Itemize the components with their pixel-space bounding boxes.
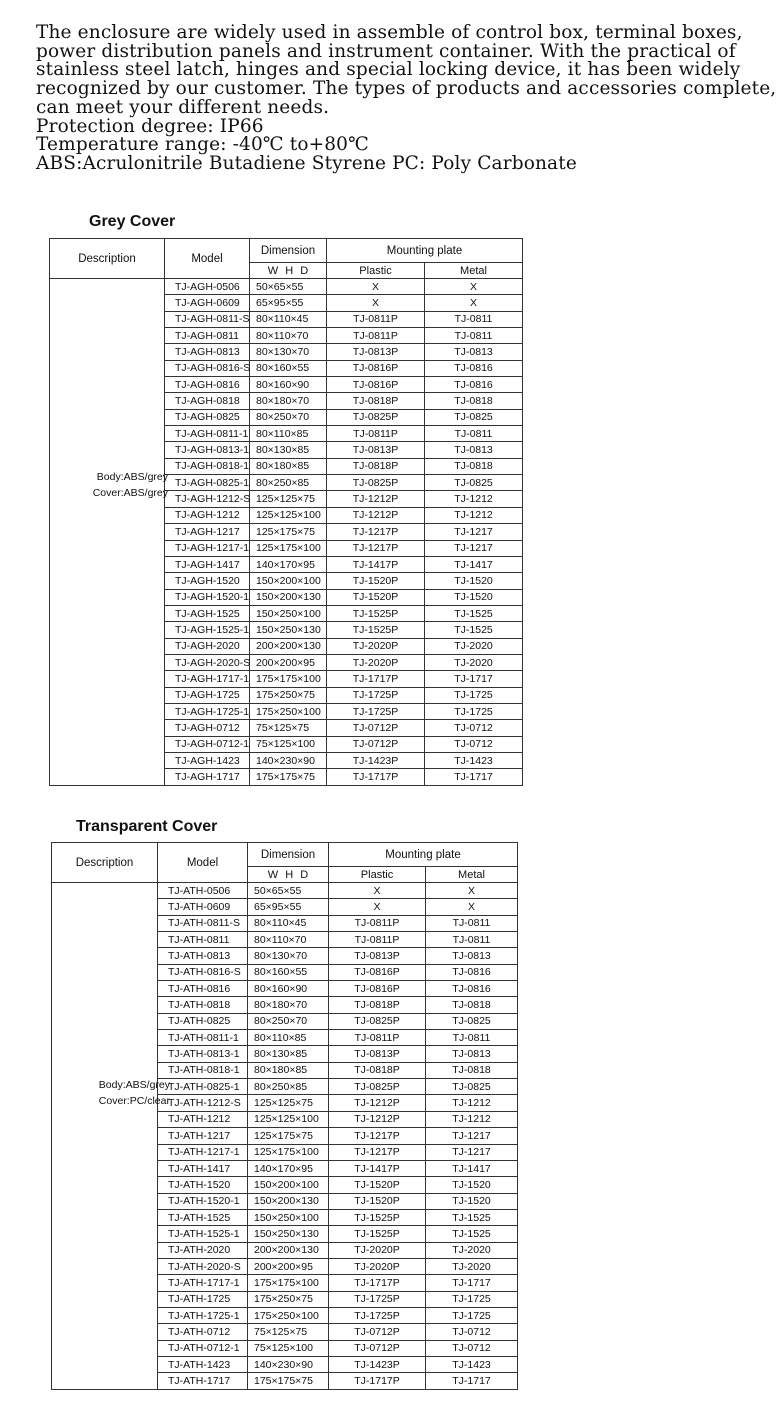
dimension-cell: 150×200×100 (250, 573, 327, 589)
plastic-plate-cell: TJ-1423P (327, 752, 425, 768)
dimension-cell: 80×160×90 (250, 377, 327, 393)
plastic-plate-cell: X (327, 295, 425, 311)
model-cell: TJ-ATH-1717 (158, 1373, 248, 1389)
transparent-table-body (52, 883, 518, 1390)
dimension-cell: 150×250×130 (248, 1226, 329, 1242)
metal-plate-cell: TJ-1525 (426, 1226, 518, 1242)
header-mounting-plate: Mounting plate (327, 239, 523, 263)
model-cell: TJ-ATH-1423 (158, 1356, 248, 1372)
model-cell: TJ-AGH-2020-S (165, 654, 250, 670)
description-cell (50, 279, 168, 786)
dimension-cell: 200×200×95 (250, 654, 327, 670)
metal-plate-cell: X (425, 279, 523, 295)
metal-plate-cell: TJ-0816 (425, 360, 523, 376)
metal-plate-cell: TJ-1423 (426, 1356, 518, 1372)
header-model: Model (158, 843, 248, 883)
plastic-plate-cell: TJ-1212P (327, 491, 425, 507)
dimension-cell: 175×175×100 (248, 1275, 329, 1291)
plastic-plate-cell: TJ-0811P (327, 311, 425, 327)
metal-plate-cell: TJ-0813 (425, 344, 523, 360)
plastic-plate-cell: TJ-1217P (327, 524, 425, 540)
model-cell: TJ-ATH-0811 (158, 932, 248, 948)
model-cell: TJ-AGH-0712 (165, 720, 250, 736)
metal-plate-cell: TJ-0811 (425, 328, 523, 344)
model-cell: TJ-ATH-0506 (158, 883, 248, 899)
metal-plate-cell: TJ-1217 (426, 1144, 518, 1160)
plastic-plate-cell: TJ-0813P (329, 948, 426, 964)
transparent-cover-title: Transparent Cover (76, 818, 218, 835)
header-plastic: Plastic (327, 263, 425, 279)
metal-plate-cell: TJ-0811 (425, 426, 523, 442)
metal-plate-cell: TJ-1212 (425, 491, 523, 507)
plastic-plate-cell: TJ-1725P (329, 1291, 426, 1307)
metal-plate-cell: TJ-1423 (425, 752, 523, 768)
plastic-plate-cell: TJ-0818P (329, 1062, 426, 1078)
intro-text (36, 22, 776, 174)
dimension-cell: 80×110×85 (250, 426, 327, 442)
metal-plate-cell: TJ-0825 (426, 1079, 518, 1095)
dimension-cell: 125×125×100 (248, 1111, 329, 1127)
model-cell: TJ-AGH-0811-1 (165, 426, 250, 442)
dimension-cell: 150×200×100 (248, 1177, 329, 1193)
metal-plate-cell: TJ-2020 (425, 654, 523, 670)
model-cell: TJ-ATH-0816 (158, 981, 248, 997)
metal-plate-cell: TJ-1217 (426, 1128, 518, 1144)
model-cell: TJ-ATH-1217 (158, 1128, 248, 1144)
model-cell: TJ-AGH-1525 (165, 605, 250, 621)
model-cell: TJ-AGH-1525-1 (165, 622, 250, 638)
plastic-plate-cell: TJ-1525P (327, 605, 425, 621)
model-cell: TJ-ATH-0825-1 (158, 1079, 248, 1095)
model-cell: TJ-AGH-0818-1 (165, 458, 250, 474)
metal-plate-cell: TJ-1725 (425, 687, 523, 703)
plastic-plate-cell: TJ-0816P (327, 377, 425, 393)
metal-plate-cell: TJ-1525 (426, 1209, 518, 1225)
metal-plate-cell: X (426, 883, 518, 899)
plastic-plate-cell: TJ-1525P (327, 622, 425, 638)
dimension-cell: 80×110×45 (250, 311, 327, 327)
metal-plate-cell: TJ-2020 (425, 638, 523, 654)
plastic-plate-cell: TJ-0811P (329, 1030, 426, 1046)
plastic-plate-cell: TJ-0712P (327, 720, 425, 736)
model-cell: TJ-AGH-1520-1 (165, 589, 250, 605)
model-cell: TJ-AGH-0816 (165, 377, 250, 393)
dimension-cell: 80×130×85 (250, 442, 327, 458)
model-cell: TJ-AGH-2020 (165, 638, 250, 654)
dimension-cell: 80×250×70 (248, 1013, 329, 1029)
model-cell: TJ-AGH-0506 (165, 279, 250, 295)
metal-plate-cell: TJ-1212 (426, 1111, 518, 1127)
plastic-plate-cell: TJ-2020P (329, 1258, 426, 1274)
metal-plate-cell: TJ-0811 (425, 311, 523, 327)
model-cell: TJ-AGH-1725 (165, 687, 250, 703)
dimension-cell: 175×250×75 (250, 687, 327, 703)
plastic-plate-cell: TJ-1520P (329, 1177, 426, 1193)
model-cell: TJ-ATH-1725 (158, 1291, 248, 1307)
plastic-plate-cell: TJ-1717P (329, 1275, 426, 1291)
model-cell: TJ-ATH-1417 (158, 1160, 248, 1176)
dimension-cell: 175×250×100 (248, 1307, 329, 1323)
intro-line: The enclosure are widely used in assemble of control box, terminal boxes, (36, 22, 743, 43)
model-cell: TJ-AGH-1217-1 (165, 540, 250, 556)
model-cell: TJ-AGH-0609 (165, 295, 250, 311)
plastic-plate-cell: TJ-0712P (329, 1340, 426, 1356)
plastic-plate-cell: TJ-0818P (327, 458, 425, 474)
metal-plate-cell: TJ-0813 (425, 442, 523, 458)
plastic-plate-cell: TJ-1525P (329, 1226, 426, 1242)
temperature-range: Temperature range: -40℃ to+80℃ (36, 134, 369, 156)
model-cell: TJ-ATH-0712 (158, 1324, 248, 1340)
metal-plate-cell: TJ-1520 (425, 573, 523, 589)
plastic-plate-cell: TJ-0816P (329, 964, 426, 980)
metal-plate-cell: TJ-1417 (425, 556, 523, 572)
metal-plate-cell: TJ-0818 (425, 458, 523, 474)
metal-plate-cell: TJ-0825 (426, 1013, 518, 1029)
plastic-plate-cell: TJ-1525P (329, 1209, 426, 1225)
model-cell: TJ-ATH-1525 (158, 1209, 248, 1225)
dimension-cell: 80×110×45 (248, 915, 329, 931)
material-description (58, 469, 168, 501)
dimension-cell: 80×130×85 (248, 1046, 329, 1062)
metal-plate-cell: TJ-1212 (426, 1095, 518, 1111)
model-cell: TJ-AGH-1520 (165, 573, 250, 589)
plastic-plate-cell: TJ-1212P (329, 1111, 426, 1127)
dimension-cell: 150×200×130 (248, 1193, 329, 1209)
plastic-plate-cell: TJ-0818P (329, 997, 426, 1013)
plastic-plate-cell: TJ-1520P (327, 573, 425, 589)
metal-plate-cell: TJ-1717 (426, 1275, 518, 1291)
header-description: Description (52, 843, 158, 883)
metal-plate-cell: TJ-1417 (426, 1160, 518, 1176)
model-cell: TJ-AGH-1217 (165, 524, 250, 540)
plastic-plate-cell: TJ-0811P (329, 915, 426, 931)
plastic-plate-cell: TJ-2020P (327, 654, 425, 670)
dimension-cell: 125×175×75 (250, 524, 327, 540)
plastic-plate-cell: TJ-1217P (327, 540, 425, 556)
dimension-cell: 125×125×75 (248, 1095, 329, 1111)
metal-plate-cell: TJ-0712 (425, 720, 523, 736)
plastic-plate-cell: TJ-0813P (329, 1046, 426, 1062)
grey-cover-title: Grey Cover (89, 213, 176, 230)
dimension-cell: 75×125×75 (248, 1324, 329, 1340)
plastic-plate-cell: TJ-0825P (329, 1013, 426, 1029)
cover-material: Cover:PC/clear (98, 1095, 170, 1107)
model-cell: TJ-AGH-1725-1 (165, 703, 250, 719)
metal-plate-cell: TJ-0816 (425, 377, 523, 393)
metal-plate-cell: TJ-2020 (426, 1258, 518, 1274)
model-cell: TJ-AGH-0813 (165, 344, 250, 360)
model-cell: TJ-ATH-0825 (158, 1013, 248, 1029)
metal-plate-cell: TJ-1525 (425, 605, 523, 621)
dimension-cell: 140×230×90 (250, 752, 327, 768)
plastic-plate-cell: TJ-1725P (327, 687, 425, 703)
model-cell: TJ-AGH-0818 (165, 393, 250, 409)
dimension-cell: 125×175×100 (250, 540, 327, 556)
dimension-cell: 175×175×75 (248, 1373, 329, 1389)
plastic-plate-cell: TJ-0825P (327, 409, 425, 425)
model-cell: TJ-AGH-1717 (165, 769, 250, 785)
model-cell: TJ-ATH-1217-1 (158, 1144, 248, 1160)
plastic-plate-cell: TJ-0811P (327, 426, 425, 442)
plastic-plate-cell: TJ-1217P (329, 1144, 426, 1160)
metal-plate-cell: TJ-1717 (426, 1373, 518, 1389)
metal-plate-cell: TJ-1217 (425, 524, 523, 540)
model-cell: TJ-ATH-1717-1 (158, 1275, 248, 1291)
header-mounting-plate: Mounting plate (329, 843, 518, 867)
dimension-cell: 80×110×85 (248, 1030, 329, 1046)
dimension-cell: 150×250×130 (250, 622, 327, 638)
material-description (60, 1077, 170, 1109)
model-cell: TJ-AGH-0811-S (165, 311, 250, 327)
metal-plate-cell: TJ-1717 (425, 769, 523, 785)
plastic-plate-cell: TJ-0813P (327, 344, 425, 360)
dimension-cell: 80×250×85 (250, 475, 327, 491)
metal-plate-cell: TJ-0816 (426, 981, 518, 997)
model-cell: TJ-ATH-1212 (158, 1111, 248, 1127)
metal-plate-cell: TJ-1725 (426, 1291, 518, 1307)
intro-line: can meet your different needs. (36, 96, 330, 118)
plastic-plate-cell: TJ-0712P (329, 1324, 426, 1340)
dimension-cell: 80×110×70 (248, 932, 329, 948)
dimension-cell: 80×250×85 (248, 1079, 329, 1095)
dimension-cell: 150×250×100 (250, 605, 327, 621)
model-cell: TJ-ATH-1212-S (158, 1095, 248, 1111)
dimension-cell: 175×175×100 (250, 671, 327, 687)
plastic-plate-cell: TJ-1423P (329, 1356, 426, 1372)
plastic-plate-cell: X (329, 899, 426, 915)
plastic-plate-cell: TJ-1417P (329, 1160, 426, 1176)
metal-plate-cell: TJ-1725 (425, 703, 523, 719)
dimension-cell: 80×160×55 (250, 360, 327, 376)
dimension-cell: 200×200×95 (248, 1258, 329, 1274)
dimension-cell: 80×180×85 (250, 458, 327, 474)
metal-plate-cell: TJ-0712 (426, 1324, 518, 1340)
plastic-plate-cell: TJ-1520P (327, 589, 425, 605)
metal-plate-cell: TJ-1520 (425, 589, 523, 605)
table-row (50, 279, 523, 295)
transparent-cover-table (51, 842, 518, 1390)
plastic-plate-cell: TJ-1520P (329, 1193, 426, 1209)
plastic-plate-cell: TJ-0825P (329, 1079, 426, 1095)
dimension-cell: 80×250×70 (250, 409, 327, 425)
dimension-cell: 80×130×70 (250, 344, 327, 360)
model-cell: TJ-ATH-0818 (158, 997, 248, 1013)
dimension-cell: 140×170×95 (250, 556, 327, 572)
model-cell: TJ-ATH-0811-S (158, 915, 248, 931)
table-row (52, 883, 518, 899)
header-plastic: Plastic (329, 867, 426, 883)
model-cell: TJ-AGH-1717-1 (165, 671, 250, 687)
metal-plate-cell: TJ-1525 (425, 622, 523, 638)
model-cell: TJ-AGH-0825-1 (165, 475, 250, 491)
model-cell: TJ-ATH-1525-1 (158, 1226, 248, 1242)
model-cell: TJ-AGH-0825 (165, 409, 250, 425)
grey-table-body (50, 279, 523, 786)
header-whd: W H D (248, 867, 329, 883)
dimension-cell: 175×175×75 (250, 769, 327, 785)
dimension-cell: 125×175×75 (248, 1128, 329, 1144)
metal-plate-cell: TJ-1717 (425, 671, 523, 687)
metal-plate-cell: TJ-0816 (426, 964, 518, 980)
model-cell: TJ-AGH-0712-1 (165, 736, 250, 752)
metal-plate-cell: TJ-1520 (426, 1193, 518, 1209)
dimension-cell: 75×125×100 (250, 736, 327, 752)
metal-plate-cell: TJ-0818 (426, 1062, 518, 1078)
metal-plate-cell: TJ-0811 (426, 1030, 518, 1046)
metal-plate-cell: TJ-0825 (425, 409, 523, 425)
metal-plate-cell: TJ-1725 (426, 1307, 518, 1323)
plastic-plate-cell: TJ-0816P (329, 981, 426, 997)
metal-plate-cell: TJ-1217 (425, 540, 523, 556)
grey-cover-table (49, 238, 523, 786)
plastic-plate-cell: X (329, 883, 426, 899)
plastic-plate-cell: TJ-1725P (329, 1307, 426, 1323)
body-material: Body:ABS/grey (98, 1079, 170, 1091)
plastic-plate-cell: TJ-1717P (327, 769, 425, 785)
dimension-cell: 75×125×75 (250, 720, 327, 736)
body-material: Body:ABS/grey (96, 471, 168, 483)
metal-plate-cell: TJ-0813 (426, 948, 518, 964)
header-dimension: Dimension (250, 239, 327, 263)
plastic-plate-cell: TJ-0811P (327, 328, 425, 344)
plastic-plate-cell: TJ-2020P (327, 638, 425, 654)
metal-plate-cell: X (426, 899, 518, 915)
plastic-plate-cell: TJ-1217P (329, 1128, 426, 1144)
dimension-cell: 80×180×70 (248, 997, 329, 1013)
model-cell: TJ-ATH-2020-S (158, 1258, 248, 1274)
plastic-plate-cell: TJ-2020P (329, 1242, 426, 1258)
header-dimension: Dimension (248, 843, 329, 867)
model-cell: TJ-ATH-1725-1 (158, 1307, 248, 1323)
model-cell: TJ-ATH-0609 (158, 899, 248, 915)
model-cell: TJ-AGH-0811 (165, 328, 250, 344)
dimension-cell: 150×200×130 (250, 589, 327, 605)
dimension-cell: 140×230×90 (248, 1356, 329, 1372)
protection-degree: Protection degree: IP66 (36, 115, 264, 137)
dimension-cell: 65×95×55 (248, 899, 329, 915)
header-whd: W H D (250, 263, 327, 279)
dimension-cell: 65×95×55 (250, 295, 327, 311)
dimension-cell: 200×200×130 (248, 1242, 329, 1258)
plastic-plate-cell: TJ-1212P (327, 507, 425, 523)
plastic-plate-cell: TJ-0811P (329, 932, 426, 948)
plastic-plate-cell: TJ-0712P (327, 736, 425, 752)
header-metal: Metal (425, 263, 523, 279)
model-cell: TJ-ATH-1520-1 (158, 1193, 248, 1209)
dimension-cell: 80×180×85 (248, 1062, 329, 1078)
dimension-cell: 50×65×55 (250, 279, 327, 295)
plastic-plate-cell: X (327, 279, 425, 295)
model-cell: TJ-ATH-0813 (158, 948, 248, 964)
plastic-plate-cell: TJ-1717P (329, 1373, 426, 1389)
metal-plate-cell: TJ-0712 (426, 1340, 518, 1356)
plastic-plate-cell: TJ-1717P (327, 671, 425, 687)
metal-plate-cell: TJ-1212 (425, 507, 523, 523)
dimension-cell: 80×110×70 (250, 328, 327, 344)
intro-line: power distribution panels and instrument container. With the practical of (36, 40, 736, 62)
dimension-cell: 125×125×100 (250, 507, 327, 523)
plastic-plate-cell: TJ-1417P (327, 556, 425, 572)
model-cell: TJ-ATH-0818-1 (158, 1062, 248, 1078)
dimension-cell: 175×250×100 (250, 703, 327, 719)
material-legend: ABS:Acrulonitrile Butadiene Styrene PC: Poly Carbonate (36, 152, 577, 174)
dimension-cell: 75×125×100 (248, 1340, 329, 1356)
model-cell: TJ-ATH-0813-1 (158, 1046, 248, 1062)
model-cell: TJ-AGH-0816-S (165, 360, 250, 376)
dimension-cell: 50×65×55 (248, 883, 329, 899)
model-cell: TJ-AGH-1423 (165, 752, 250, 768)
plastic-plate-cell: TJ-0813P (327, 442, 425, 458)
dimension-cell: 80×130×70 (248, 948, 329, 964)
dimension-cell: 80×180×70 (250, 393, 327, 409)
intro-line: recognized by our customer. The types of products and accessories complete, (36, 78, 776, 100)
model-cell: TJ-AGH-1212-S (165, 491, 250, 507)
metal-plate-cell: X (425, 295, 523, 311)
model-cell: TJ-ATH-0811-1 (158, 1030, 248, 1046)
header-metal: Metal (426, 867, 518, 883)
dimension-cell: 125×125×75 (250, 491, 327, 507)
cover-material: Cover:ABS/grey (92, 487, 168, 499)
metal-plate-cell: TJ-0712 (425, 736, 523, 752)
plastic-plate-cell: TJ-0816P (327, 360, 425, 376)
plastic-plate-cell: TJ-0825P (327, 475, 425, 491)
header-model: Model (165, 239, 250, 279)
plastic-plate-cell: TJ-0818P (327, 393, 425, 409)
dimension-cell: 200×200×130 (250, 638, 327, 654)
metal-plate-cell: TJ-0811 (426, 915, 518, 931)
metal-plate-cell: TJ-0811 (426, 932, 518, 948)
model-cell: TJ-ATH-1520 (158, 1177, 248, 1193)
model-cell: TJ-ATH-2020 (158, 1242, 248, 1258)
model-cell: TJ-ATH-0816-S (158, 964, 248, 980)
metal-plate-cell: TJ-2020 (426, 1242, 518, 1258)
dimension-cell: 150×250×100 (248, 1209, 329, 1225)
dimension-cell: 140×170×95 (248, 1160, 329, 1176)
plastic-plate-cell: TJ-1725P (327, 703, 425, 719)
dimension-cell: 80×160×55 (248, 964, 329, 980)
model-cell: TJ-AGH-0813-1 (165, 442, 250, 458)
metal-plate-cell: TJ-0818 (425, 393, 523, 409)
header-description: Description (50, 239, 165, 279)
model-cell: TJ-ATH-0712-1 (158, 1340, 248, 1356)
model-cell: TJ-AGH-1417 (165, 556, 250, 572)
dimension-cell: 175×250×75 (248, 1291, 329, 1307)
metal-plate-cell: TJ-0813 (426, 1046, 518, 1062)
plastic-plate-cell: TJ-1212P (329, 1095, 426, 1111)
model-cell: TJ-AGH-1212 (165, 507, 250, 523)
dimension-cell: 80×160×90 (248, 981, 329, 997)
metal-plate-cell: TJ-1520 (426, 1177, 518, 1193)
intro-line: stainless steel latch, hinges and special locking device, it has been widely (36, 59, 741, 81)
metal-plate-cell: TJ-0818 (426, 997, 518, 1013)
dimension-cell: 125×175×100 (248, 1144, 329, 1160)
description-cell (52, 883, 170, 1390)
metal-plate-cell: TJ-0825 (425, 475, 523, 491)
